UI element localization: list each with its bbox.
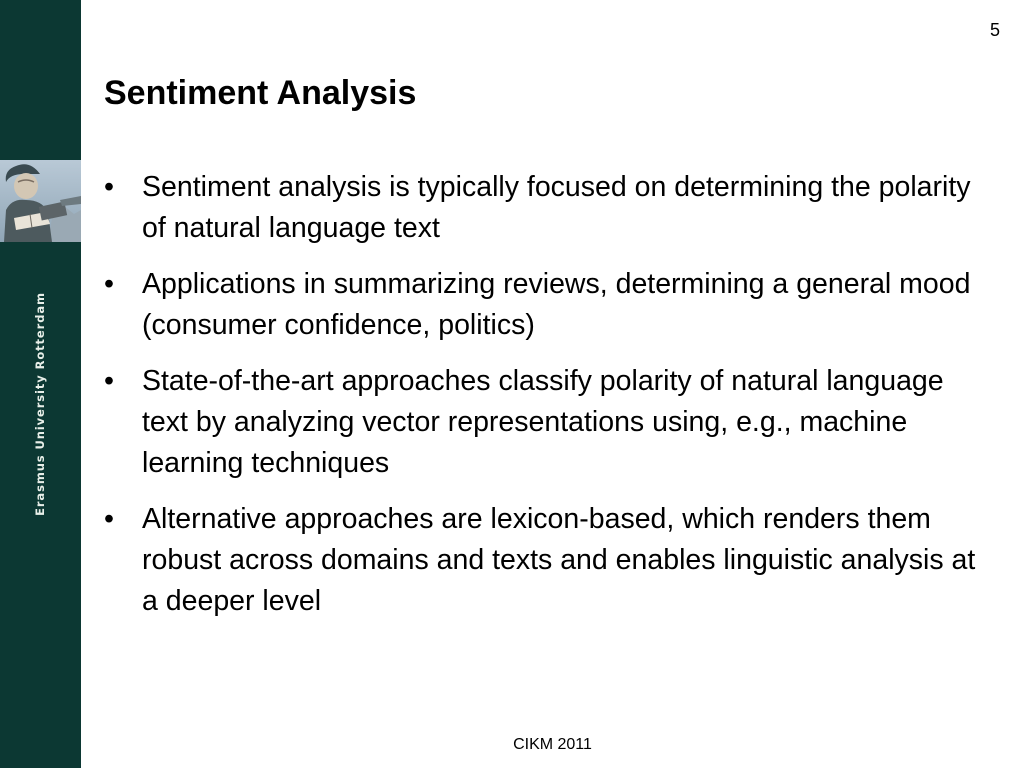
bullet-item [104, 361, 994, 484]
bullet-item [104, 499, 994, 622]
bullet-text: Applications in summarizing reviews, determining a general mood (consumer confidence, politics) [142, 268, 971, 341]
slide-footer: CIKM 2011 [513, 736, 592, 753]
bullet-list [104, 167, 994, 637]
bullet-item [104, 264, 994, 346]
bullet-text: Sentiment analysis is typically focused on determining the polarity of natural language text [142, 171, 971, 244]
bullet-item [104, 167, 994, 249]
bullet-text: Alternative approaches are lexicon-based, which renders them robust across domains and texts and enables linguistic analysis at a deeper level [142, 503, 976, 617]
bullet-icon: • [104, 365, 114, 397]
portrait-icon [0, 160, 81, 242]
bullet-text: State-of-the-art approaches classify polarity of natural language text by analyzing vector representations using, e.g., machine learning techniques [142, 365, 944, 479]
slide-number: 5 [989, 20, 1000, 40]
erasmus-portrait-image [0, 160, 81, 242]
sidebar [0, 0, 81, 768]
bullet-icon: • [104, 171, 114, 203]
institution-name: Erasmus University Rotterdam [33, 292, 47, 516]
bullet-icon: • [104, 503, 114, 535]
slide-title: Sentiment Analysis [104, 74, 417, 112]
bullet-icon: • [104, 268, 114, 300]
